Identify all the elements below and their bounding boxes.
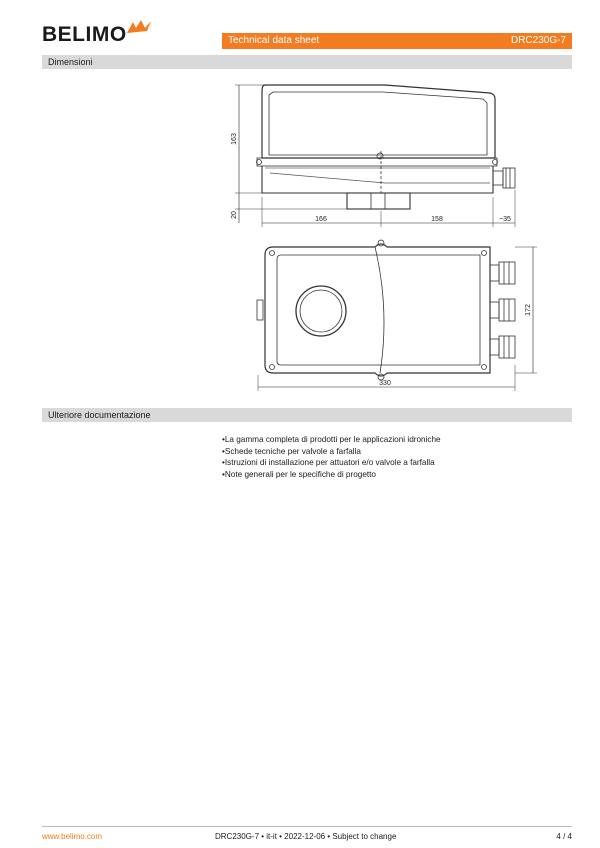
side-view-gland (503, 168, 515, 188)
header-bar (222, 33, 572, 49)
dim-width-330: 330 (379, 380, 391, 387)
header-title: Technical data sheet (228, 35, 320, 46)
belimo-logo (42, 24, 155, 46)
plan-view-split (375, 247, 384, 373)
dim-height-172: 172 (525, 304, 532, 316)
section-heading-dimensions-text: Dimensioni (48, 57, 93, 67)
documentation-item: • Istruzioni di installazione per attuatori e/o valvole a farfalla (222, 457, 441, 469)
plan-view-output-bore (300, 290, 342, 332)
logo-text: BELIMO (42, 23, 127, 46)
logo-mark-icon (125, 19, 153, 37)
side-view-base (347, 193, 410, 209)
footer-document-info: DRC230G-7 • it-it • 2022-12-06 • Subject to change (215, 832, 397, 841)
dim-width-166: 166 (315, 216, 327, 223)
section-heading-documentation (42, 408, 572, 422)
dimension-drawing (225, 75, 545, 395)
plan-view-output-ring (296, 286, 346, 336)
side-view-gland-nut (493, 171, 503, 185)
plan-view-inner (277, 255, 480, 365)
plan-view-body (265, 244, 490, 376)
footer-page-number: 4 / 4 (556, 832, 572, 841)
footer-divider (42, 826, 572, 827)
plan-view-glands (490, 262, 515, 358)
documentation-item: • Schede tecniche per valvole a farfalla (222, 446, 441, 458)
dim-height-163: 163 (231, 133, 238, 145)
documentation-list (222, 434, 441, 480)
dim-width-35: ~35 (499, 216, 511, 223)
side-view-cover-inner (269, 92, 487, 155)
plan-view-lug (257, 300, 263, 320)
documentation-item: • La gamma completa di prodotti per le applicazioni idroniche (222, 434, 441, 446)
header-product-code: DRC230G-7 (510, 35, 566, 46)
section-heading-dimensions (42, 55, 572, 69)
dim-height-20: 20 (231, 211, 238, 219)
side-view-flange (257, 158, 497, 166)
footer-website-link[interactable]: www.belimo.com (42, 832, 103, 841)
dim-width-158: 158 (431, 216, 443, 223)
side-view-cover (262, 85, 495, 158)
section-heading-documentation-text: Ulteriore documentazione (48, 410, 151, 420)
side-view-lower-body (262, 166, 493, 193)
documentation-item: • Note generali per le specifiche di progetto (222, 469, 441, 481)
